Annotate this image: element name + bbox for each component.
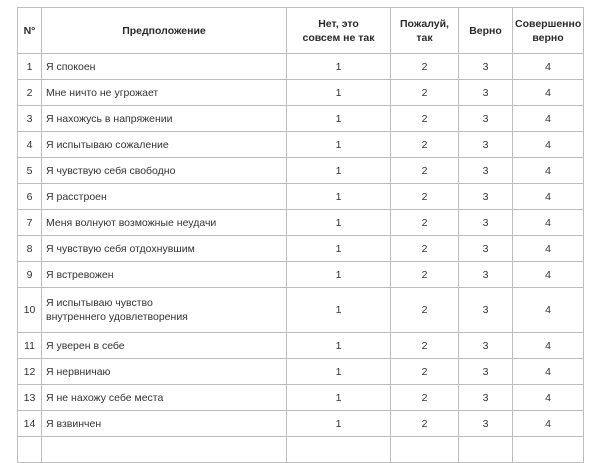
table-row — [18, 359, 584, 385]
score-not-at-all: 1 — [287, 288, 391, 333]
score-not-at-all: 1 — [287, 106, 391, 132]
score-not-at-all: 1 — [287, 158, 391, 184]
score-true: 3 — [459, 236, 513, 262]
row-statement: Меня волнуют возможные неудачи — [42, 210, 287, 236]
score-absolutely: 4 — [513, 210, 584, 236]
score-absolutely: 4 — [513, 411, 584, 437]
score-not-at-all: 1 — [287, 359, 391, 385]
score-absolutely: 4 — [513, 288, 584, 333]
row-number-empty — [18, 437, 42, 463]
table-row — [18, 54, 584, 80]
table-row — [18, 411, 584, 437]
score-somewhat: 2 — [391, 385, 459, 411]
row-statement: Я испытываю сожаление — [42, 132, 287, 158]
table-row — [18, 210, 584, 236]
row-statement — [42, 288, 287, 333]
table-row — [18, 288, 584, 333]
table-row — [18, 158, 584, 184]
row-number: 2 — [18, 80, 42, 106]
row-number: 5 — [18, 158, 42, 184]
score-not-at-all: 1 — [287, 54, 391, 80]
score-true: 3 — [459, 106, 513, 132]
score-true: 3 — [459, 132, 513, 158]
score-somewhat: 2 — [391, 158, 459, 184]
score-not-at-all: 1 — [287, 184, 391, 210]
score-somewhat: 2 — [391, 333, 459, 359]
score-empty — [391, 437, 459, 463]
score-absolutely: 4 — [513, 80, 584, 106]
header-somewhat-label: Пожалуй, так — [400, 17, 449, 44]
score-somewhat: 2 — [391, 236, 459, 262]
score-not-at-all: 1 — [287, 80, 391, 106]
score-somewhat: 2 — [391, 106, 459, 132]
score-absolutely: 4 — [513, 184, 584, 210]
score-absolutely: 4 — [513, 54, 584, 80]
table-row — [18, 184, 584, 210]
score-true: 3 — [459, 262, 513, 288]
score-absolutely: 4 — [513, 333, 584, 359]
header-statement: Предположение — [42, 8, 287, 54]
questionnaire-table — [17, 7, 584, 463]
score-true: 3 — [459, 411, 513, 437]
header-number: N° — [18, 8, 42, 54]
score-true: 3 — [459, 385, 513, 411]
score-somewhat: 2 — [391, 184, 459, 210]
row-number: 12 — [18, 359, 42, 385]
row-statement: Я не нахожу себе места — [42, 385, 287, 411]
score-absolutely: 4 — [513, 385, 584, 411]
score-somewhat: 2 — [391, 54, 459, 80]
row-statement: Я чувствую себя отдохнувшим — [42, 236, 287, 262]
score-not-at-all: 1 — [287, 385, 391, 411]
header-not-at-all — [287, 8, 391, 54]
row-number: 1 — [18, 54, 42, 80]
row-statement: Я уверен в себе — [42, 333, 287, 359]
table-row — [18, 132, 584, 158]
score-absolutely: 4 — [513, 236, 584, 262]
score-somewhat: 2 — [391, 359, 459, 385]
score-true: 3 — [459, 184, 513, 210]
score-empty — [513, 437, 584, 463]
row-statement-line-1: Я испытываю чувство — [46, 297, 153, 309]
table-row — [18, 262, 584, 288]
header-somewhat — [391, 8, 459, 54]
table-row — [18, 80, 584, 106]
row-statement: Я нервничаю — [42, 359, 287, 385]
table-row — [18, 236, 584, 262]
score-absolutely: 4 — [513, 132, 584, 158]
table-row — [18, 333, 584, 359]
row-statement: Я расстроен — [42, 184, 287, 210]
row-statement: Я чувствую себя свободно — [42, 158, 287, 184]
questionnaire-table-wrapper — [17, 7, 584, 463]
row-statement: Я встревожен — [42, 262, 287, 288]
score-somewhat: 2 — [391, 132, 459, 158]
score-not-at-all: 1 — [287, 132, 391, 158]
row-number: 3 — [18, 106, 42, 132]
header-absolutely-true: Совершенно верно — [513, 8, 584, 54]
score-true: 3 — [459, 80, 513, 106]
row-number: 10 — [18, 288, 42, 333]
score-absolutely: 4 — [513, 359, 584, 385]
score-true: 3 — [459, 210, 513, 236]
score-absolutely: 4 — [513, 262, 584, 288]
score-not-at-all: 1 — [287, 411, 391, 437]
row-number: 4 — [18, 132, 42, 158]
row-statement-line-2: внутреннего удовлетворения — [46, 311, 188, 323]
header-not-at-all-label: Нет, это совсем не так — [302, 17, 375, 44]
row-statement: Я спокоен — [42, 54, 287, 80]
score-somewhat: 2 — [391, 262, 459, 288]
row-number: 13 — [18, 385, 42, 411]
score-not-at-all: 1 — [287, 236, 391, 262]
score-empty — [459, 437, 513, 463]
score-somewhat: 2 — [391, 210, 459, 236]
score-somewhat: 2 — [391, 80, 459, 106]
table-row-partial — [18, 437, 584, 463]
score-true: 3 — [459, 359, 513, 385]
score-true: 3 — [459, 158, 513, 184]
row-statement: Мне ничто не угрожает — [42, 80, 287, 106]
row-number: 6 — [18, 184, 42, 210]
header-true: Верно — [459, 8, 513, 54]
score-true: 3 — [459, 288, 513, 333]
row-number: 7 — [18, 210, 42, 236]
score-somewhat: 2 — [391, 288, 459, 333]
score-absolutely: 4 — [513, 158, 584, 184]
score-somewhat: 2 — [391, 411, 459, 437]
score-not-at-all: 1 — [287, 333, 391, 359]
score-not-at-all: 1 — [287, 210, 391, 236]
row-statement: Я нахожусь в напряжении — [42, 106, 287, 132]
row-number: 8 — [18, 236, 42, 262]
table-row — [18, 385, 584, 411]
row-number: 11 — [18, 333, 42, 359]
row-number: 14 — [18, 411, 42, 437]
table-row — [18, 106, 584, 132]
row-number: 9 — [18, 262, 42, 288]
score-empty — [287, 437, 391, 463]
score-true: 3 — [459, 333, 513, 359]
row-statement: Я взвинчен — [42, 411, 287, 437]
score-not-at-all: 1 — [287, 262, 391, 288]
table-header-row — [18, 8, 584, 54]
score-absolutely: 4 — [513, 106, 584, 132]
score-true: 3 — [459, 54, 513, 80]
row-statement-empty — [42, 437, 287, 463]
